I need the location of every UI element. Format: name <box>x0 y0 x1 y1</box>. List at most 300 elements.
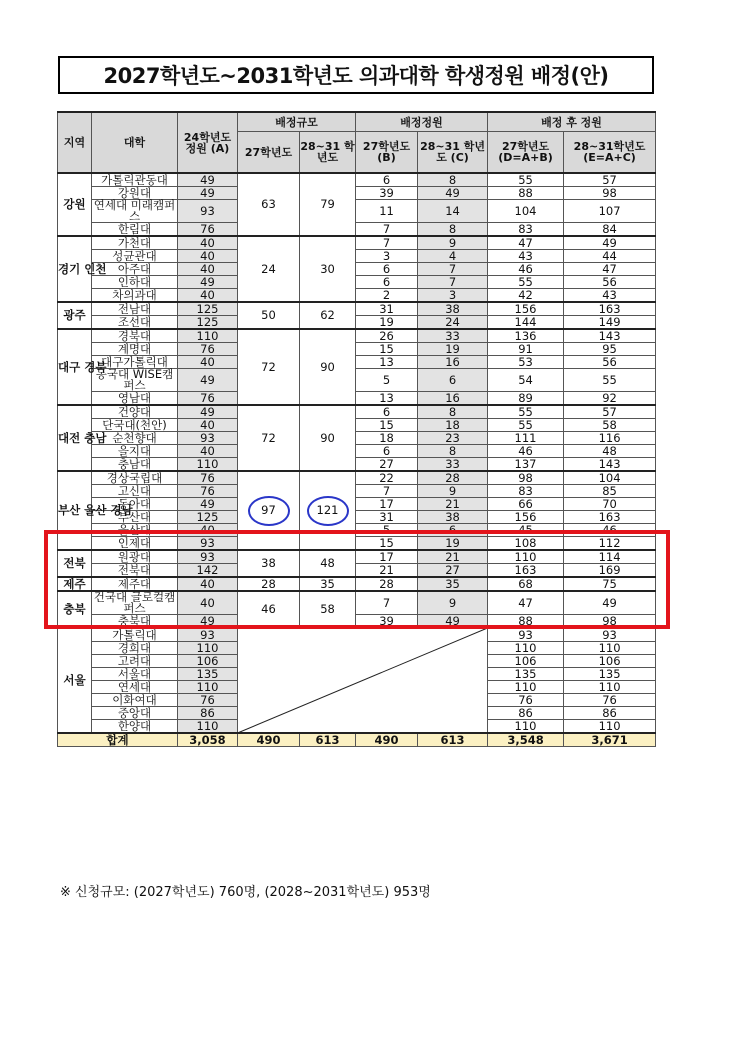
table-row <box>58 577 656 591</box>
quota24-cell: 106 <box>178 655 238 668</box>
scale28-cell: 48 <box>300 550 356 577</box>
region-cell: 대구 경북 <box>58 329 92 405</box>
after28-cell: 56 <box>564 276 656 289</box>
after27-cell: 47 <box>488 236 564 250</box>
alloc28-cell: 9 <box>418 236 488 250</box>
after28-cell: 76 <box>564 694 656 707</box>
table-row <box>58 289 656 303</box>
univ-cell: 순천향대 <box>92 432 178 445</box>
after28-cell: 107 <box>564 200 656 223</box>
alloc27-cell: 6 <box>356 405 418 419</box>
alloc27-cell: 7 <box>356 591 418 615</box>
after27-cell: 144 <box>488 316 564 330</box>
header-after27: 27학년도 (D=A+B) <box>488 132 564 174</box>
alloc28-cell: 8 <box>418 223 488 237</box>
footnote: ※ 신청규모: (2027학년도) 760명, (2028~2031학년도) 953명 <box>60 885 431 900</box>
table-row <box>58 537 656 551</box>
table-row <box>58 223 656 237</box>
after27-cell: 89 <box>488 392 564 406</box>
alloc27-cell: 13 <box>356 356 418 369</box>
alloc27-cell: 6 <box>356 276 418 289</box>
region-cell: 서울 <box>58 628 92 733</box>
table-row <box>58 343 656 356</box>
after27-cell: 110 <box>488 720 564 734</box>
total-alloc27: 490 <box>356 733 418 747</box>
table-row <box>58 471 656 485</box>
alloc28-cell: 16 <box>418 392 488 406</box>
header-region: 지역 <box>58 112 92 173</box>
after28-cell: 98 <box>564 615 656 629</box>
univ-cell: 건양대 <box>92 405 178 419</box>
after28-cell: 135 <box>564 668 656 681</box>
document-title <box>58 56 654 94</box>
table-row <box>58 200 656 223</box>
scale28-cell: 62 <box>300 302 356 329</box>
quota24-cell: 40 <box>178 356 238 369</box>
table-row <box>58 432 656 445</box>
after27-cell: 110 <box>488 681 564 694</box>
after27-cell: 163 <box>488 564 564 578</box>
table-row <box>58 498 656 511</box>
alloc28-cell: 49 <box>418 187 488 200</box>
alloc28-cell: 21 <box>418 550 488 564</box>
after28-cell: 86 <box>564 707 656 720</box>
univ-cell: 연세대 <box>92 681 178 694</box>
scale27-cell: 46 <box>238 591 300 628</box>
after27-cell: 76 <box>488 694 564 707</box>
table-row <box>58 419 656 432</box>
alloc28-cell: 49 <box>418 615 488 629</box>
alloc27-cell: 39 <box>356 187 418 200</box>
alloc28-cell: 16 <box>418 356 488 369</box>
header-after: 배정 후 정원 <box>488 112 656 132</box>
after27-cell: 98 <box>488 471 564 485</box>
table-row <box>58 236 656 250</box>
alloc27-cell: 27 <box>356 458 418 472</box>
after27-cell: 47 <box>488 591 564 615</box>
after28-cell: 149 <box>564 316 656 330</box>
alloc28-cell: 3 <box>418 289 488 303</box>
alloc27-cell: 15 <box>356 343 418 356</box>
univ-cell: 성균관대 <box>92 250 178 263</box>
alloc27-cell: 28 <box>356 577 418 591</box>
region-cell: 충북 <box>58 591 92 628</box>
table-row <box>58 405 656 419</box>
region-cell: 부산 울산 경남 <box>58 471 92 550</box>
univ-cell: 한양대 <box>92 720 178 734</box>
alloc27-cell: 19 <box>356 316 418 330</box>
header-quota24: 24학년도 정원 (A) <box>178 112 238 173</box>
after27-cell: 88 <box>488 615 564 629</box>
quota24-cell: 93 <box>178 432 238 445</box>
table-row <box>58 276 656 289</box>
univ-cell: 충남대 <box>92 458 178 472</box>
table-body <box>58 173 656 747</box>
title-text: 2027학년도~2031학년도 의과대학 학생정원 배정(안) <box>103 64 609 88</box>
after28-cell: 106 <box>564 655 656 668</box>
quota24-cell: 40 <box>178 577 238 591</box>
univ-cell: 전남대 <box>92 302 178 316</box>
table-row <box>58 250 656 263</box>
univ-cell: 경희대 <box>92 642 178 655</box>
alloc27-cell: 7 <box>356 236 418 250</box>
univ-cell: 영남대 <box>92 392 178 406</box>
scale27-cell: 97 <box>238 471 300 550</box>
after27-cell: 83 <box>488 223 564 237</box>
univ-cell: 경상국립대 <box>92 471 178 485</box>
univ-cell: 단국대(천안) <box>92 419 178 432</box>
after28-cell: 112 <box>564 537 656 551</box>
after28-cell: 104 <box>564 471 656 485</box>
alloc28-cell: 8 <box>418 445 488 458</box>
table-row <box>58 485 656 498</box>
alloc27-cell: 3 <box>356 250 418 263</box>
after27-cell: 68 <box>488 577 564 591</box>
after28-cell: 49 <box>564 236 656 250</box>
after27-cell: 156 <box>488 511 564 524</box>
alloc27-cell: 6 <box>356 263 418 276</box>
scale28-cell: 90 <box>300 405 356 471</box>
quota24-cell: 49 <box>178 615 238 629</box>
table-row <box>58 591 656 615</box>
after28-cell: 49 <box>564 591 656 615</box>
after28-cell: 143 <box>564 329 656 343</box>
univ-cell: 가천대 <box>92 236 178 250</box>
univ-cell: 부산대 <box>92 511 178 524</box>
scale27-cell: 38 <box>238 550 300 577</box>
after28-cell: 169 <box>564 564 656 578</box>
allocation-table <box>57 111 656 747</box>
alloc28-cell: 21 <box>418 498 488 511</box>
quota24-cell: 76 <box>178 392 238 406</box>
after27-cell: 46 <box>488 445 564 458</box>
after28-cell: 110 <box>564 720 656 734</box>
quota24-cell: 40 <box>178 445 238 458</box>
after28-cell: 46 <box>564 524 656 537</box>
alloc27-cell: 26 <box>356 329 418 343</box>
quota24-cell: 49 <box>178 173 238 187</box>
quota24-cell: 125 <box>178 316 238 330</box>
quota24-cell: 110 <box>178 642 238 655</box>
univ-cell: 전북대 <box>92 564 178 578</box>
univ-cell: 연세대 미래캠퍼스 <box>92 200 178 223</box>
alloc28-cell: 7 <box>418 276 488 289</box>
alloc27-cell: 7 <box>356 485 418 498</box>
univ-cell: 서울대 <box>92 668 178 681</box>
after28-cell: 47 <box>564 263 656 276</box>
alloc28-cell: 35 <box>418 577 488 591</box>
univ-cell: 가톨릭관동대 <box>92 173 178 187</box>
quota24-cell: 76 <box>178 223 238 237</box>
header-alloc28: 28~31 학년도 (C) <box>418 132 488 174</box>
univ-cell: 건국대 글로컬캠퍼스 <box>92 591 178 615</box>
after28-cell: 43 <box>564 289 656 303</box>
quota24-cell: 49 <box>178 276 238 289</box>
alloc27-cell: 2 <box>356 289 418 303</box>
scale27-cell: 72 <box>238 405 300 471</box>
quota24-cell: 40 <box>178 236 238 250</box>
after28-cell: 93 <box>564 628 656 642</box>
after27-cell: 110 <box>488 550 564 564</box>
univ-cell: 충북대 <box>92 615 178 629</box>
total-row <box>58 733 656 747</box>
quota24-cell: 110 <box>178 329 238 343</box>
scale27-cell: 24 <box>238 236 300 302</box>
alloc27-cell: 31 <box>356 302 418 316</box>
alloc28-cell: 6 <box>418 369 488 392</box>
after27-cell: 66 <box>488 498 564 511</box>
quota24-cell: 40 <box>178 419 238 432</box>
after28-cell: 116 <box>564 432 656 445</box>
univ-cell: 인제대 <box>92 537 178 551</box>
scale27-cell <box>238 628 488 733</box>
alloc27-cell: 6 <box>356 173 418 187</box>
scale28-cell: 90 <box>300 329 356 405</box>
alloc28-cell: 19 <box>418 537 488 551</box>
alloc28-cell: 27 <box>418 564 488 578</box>
univ-cell: 원광대 <box>92 550 178 564</box>
header-alloc27: 27학년도 (B) <box>356 132 418 174</box>
after27-cell: 43 <box>488 250 564 263</box>
quota24-cell: 135 <box>178 668 238 681</box>
quota24-cell: 40 <box>178 263 238 276</box>
alloc28-cell: 8 <box>418 405 488 419</box>
quota24-cell: 142 <box>178 564 238 578</box>
after28-cell: 98 <box>564 187 656 200</box>
alloc28-cell: 33 <box>418 329 488 343</box>
univ-cell: 아주대 <box>92 263 178 276</box>
univ-cell: 을지대 <box>92 445 178 458</box>
scale28-cell: 79 <box>300 173 356 236</box>
header-scale27: 27학년도 <box>238 132 300 174</box>
after27-cell: 104 <box>488 200 564 223</box>
univ-cell: 동아대 <box>92 498 178 511</box>
table-row <box>58 550 656 564</box>
header-scale: 배정규모 <box>238 112 356 132</box>
alloc27-cell: 13 <box>356 392 418 406</box>
after27-cell: 91 <box>488 343 564 356</box>
header-scale28: 28~31 학년도 <box>300 132 356 174</box>
alloc28-cell: 23 <box>418 432 488 445</box>
region-cell: 전북 <box>58 550 92 577</box>
quota24-cell: 125 <box>178 302 238 316</box>
after28-cell: 57 <box>564 405 656 419</box>
after27-cell: 136 <box>488 329 564 343</box>
total-label: 합계 <box>58 733 178 747</box>
scale27-cell: 28 <box>238 577 300 591</box>
alloc28-cell: 9 <box>418 485 488 498</box>
table-row <box>58 511 656 524</box>
region-cell: 강원 <box>58 173 92 236</box>
univ-cell: 차의과대 <box>92 289 178 303</box>
after27-cell: 110 <box>488 642 564 655</box>
after27-cell: 55 <box>488 173 564 187</box>
alloc27-cell: 17 <box>356 498 418 511</box>
after28-cell: 75 <box>564 577 656 591</box>
alloc28-cell: 8 <box>418 173 488 187</box>
quota24-cell: 93 <box>178 537 238 551</box>
table-row <box>58 392 656 406</box>
after27-cell: 135 <box>488 668 564 681</box>
alloc27-cell: 6 <box>356 445 418 458</box>
quota24-cell: 49 <box>178 498 238 511</box>
quota24-cell: 76 <box>178 343 238 356</box>
scale28-cell: 58 <box>300 591 356 628</box>
table-row <box>58 173 656 187</box>
univ-cell: 가톨릭대 <box>92 628 178 642</box>
table-row <box>58 302 656 316</box>
alloc28-cell: 28 <box>418 471 488 485</box>
after27-cell: 54 <box>488 369 564 392</box>
quota24-cell: 40 <box>178 289 238 303</box>
alloc27-cell: 18 <box>356 432 418 445</box>
table-row <box>58 615 656 629</box>
after28-cell: 58 <box>564 419 656 432</box>
quota24-cell: 76 <box>178 694 238 707</box>
table-row <box>58 524 656 537</box>
alloc28-cell: 38 <box>418 302 488 316</box>
quota24-cell: 110 <box>178 458 238 472</box>
alloc27-cell: 7 <box>356 223 418 237</box>
quota24-cell: 76 <box>178 471 238 485</box>
alloc27-cell: 5 <box>356 524 418 537</box>
univ-cell: 한림대 <box>92 223 178 237</box>
header-univ: 대학 <box>92 112 178 173</box>
table-row <box>58 564 656 578</box>
after28-cell: 110 <box>564 642 656 655</box>
region-cell: 광주 <box>58 302 92 329</box>
univ-cell: 인하대 <box>92 276 178 289</box>
after27-cell: 55 <box>488 405 564 419</box>
univ-cell: 동국대 WISE캠퍼스 <box>92 369 178 392</box>
after27-cell: 108 <box>488 537 564 551</box>
after27-cell: 88 <box>488 187 564 200</box>
univ-cell: 계명대 <box>92 343 178 356</box>
alloc27-cell: 22 <box>356 471 418 485</box>
alloc28-cell: 18 <box>418 419 488 432</box>
total-scale28: 613 <box>300 733 356 747</box>
alloc28-cell: 19 <box>418 343 488 356</box>
after28-cell: 84 <box>564 223 656 237</box>
scale28-cell: 121 <box>300 471 356 550</box>
table-row <box>58 445 656 458</box>
univ-cell: 제주대 <box>92 577 178 591</box>
quota24-cell: 110 <box>178 681 238 694</box>
alloc28-cell: 6 <box>418 524 488 537</box>
quota24-cell: 93 <box>178 628 238 642</box>
after27-cell: 86 <box>488 707 564 720</box>
after28-cell: 143 <box>564 458 656 472</box>
after27-cell: 156 <box>488 302 564 316</box>
after28-cell: 95 <box>564 343 656 356</box>
after28-cell: 48 <box>564 445 656 458</box>
region-cell: 제주 <box>58 577 92 591</box>
total-quota24: 3,058 <box>178 733 238 747</box>
quota24-cell: 49 <box>178 405 238 419</box>
total-after28: 3,671 <box>564 733 656 747</box>
quota24-cell: 93 <box>178 200 238 223</box>
quota24-cell: 40 <box>178 591 238 615</box>
after27-cell: 55 <box>488 419 564 432</box>
after27-cell: 42 <box>488 289 564 303</box>
after27-cell: 111 <box>488 432 564 445</box>
scale27-cell: 50 <box>238 302 300 329</box>
total-after27: 3,548 <box>488 733 564 747</box>
alloc28-cell: 4 <box>418 250 488 263</box>
table-row <box>58 628 656 642</box>
after27-cell: 45 <box>488 524 564 537</box>
table-row <box>58 316 656 330</box>
header-alloc: 배정정원 <box>356 112 488 132</box>
after28-cell: 110 <box>564 681 656 694</box>
quota24-cell: 86 <box>178 707 238 720</box>
alloc27-cell: 21 <box>356 564 418 578</box>
after27-cell: 83 <box>488 485 564 498</box>
after27-cell: 93 <box>488 628 564 642</box>
after28-cell: 114 <box>564 550 656 564</box>
after28-cell: 70 <box>564 498 656 511</box>
after27-cell: 46 <box>488 263 564 276</box>
region-cell: 대전 충남 <box>58 405 92 471</box>
univ-cell: 경북대 <box>92 329 178 343</box>
header-after28: 28~31학년도 (E=A+C) <box>564 132 656 174</box>
quota24-cell: 93 <box>178 550 238 564</box>
quota24-cell: 110 <box>178 720 238 734</box>
after28-cell: 163 <box>564 511 656 524</box>
alloc27-cell: 31 <box>356 511 418 524</box>
univ-cell: 조선대 <box>92 316 178 330</box>
scale28-cell: 35 <box>300 577 356 591</box>
univ-cell: 울산대 <box>92 524 178 537</box>
alloc27-cell: 15 <box>356 419 418 432</box>
univ-cell: 중앙대 <box>92 707 178 720</box>
alloc28-cell: 9 <box>418 591 488 615</box>
after27-cell: 137 <box>488 458 564 472</box>
quota24-cell: 40 <box>178 524 238 537</box>
after28-cell: 55 <box>564 369 656 392</box>
after27-cell: 55 <box>488 276 564 289</box>
alloc27-cell: 39 <box>356 615 418 629</box>
scale27-cell: 63 <box>238 173 300 236</box>
alloc28-cell: 24 <box>418 316 488 330</box>
scale28-cell: 30 <box>300 236 356 302</box>
alloc28-cell: 14 <box>418 200 488 223</box>
after27-cell: 106 <box>488 655 564 668</box>
alloc28-cell: 33 <box>418 458 488 472</box>
univ-cell: 고려대 <box>92 655 178 668</box>
univ-cell: 대구가톨릭대 <box>92 356 178 369</box>
univ-cell: 이화여대 <box>92 694 178 707</box>
after28-cell: 56 <box>564 356 656 369</box>
alloc27-cell: 11 <box>356 200 418 223</box>
table-row <box>58 329 656 343</box>
alloc27-cell: 5 <box>356 369 418 392</box>
quota24-cell: 40 <box>178 250 238 263</box>
after28-cell: 163 <box>564 302 656 316</box>
univ-cell: 고신대 <box>92 485 178 498</box>
alloc27-cell: 15 <box>356 537 418 551</box>
total-alloc28: 613 <box>418 733 488 747</box>
after28-cell: 44 <box>564 250 656 263</box>
alloc28-cell: 7 <box>418 263 488 276</box>
quota24-cell: 49 <box>178 187 238 200</box>
after28-cell: 57 <box>564 173 656 187</box>
after28-cell: 92 <box>564 392 656 406</box>
after28-cell: 85 <box>564 485 656 498</box>
quota24-cell: 49 <box>178 369 238 392</box>
table-row <box>58 369 656 392</box>
alloc27-cell: 17 <box>356 550 418 564</box>
